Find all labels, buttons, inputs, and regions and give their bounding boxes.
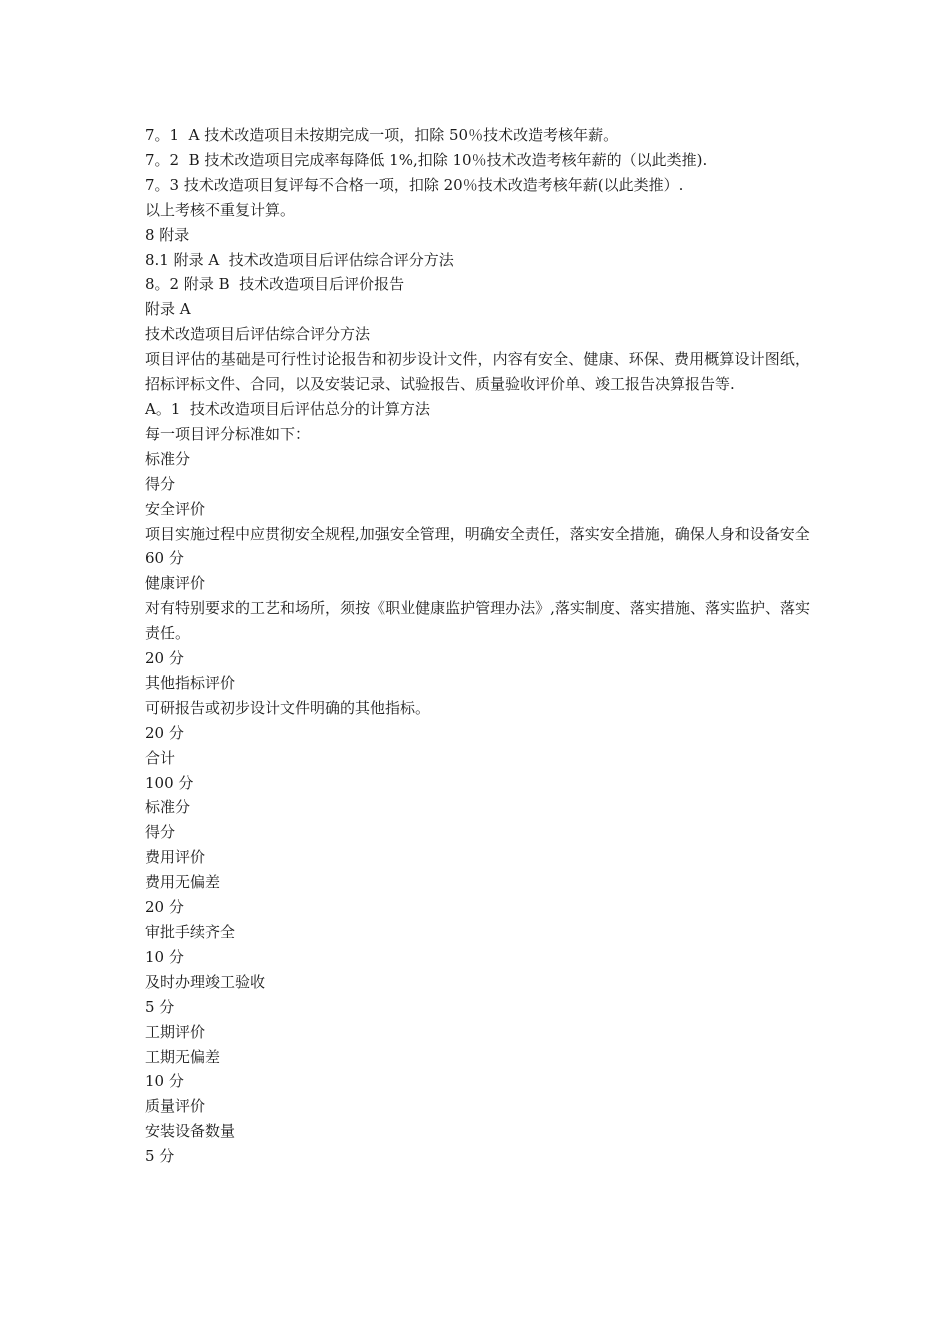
schedule-no-deviation-points: 10 分 [145, 1072, 184, 1091]
timely-acceptance-points: 5 分 [145, 997, 175, 1016]
row-health-points: 20 分 [145, 649, 184, 668]
equipment-quantity-points: 5 分 [145, 1147, 175, 1166]
equipment-quantity: 安装设备数量 [145, 1122, 236, 1141]
table1-col-score: 得分 [145, 474, 176, 493]
no-duplicate-note: 以上考核不重复计算。 [145, 200, 296, 219]
clause-7-3: 7。3 技术改造项目复评每不合格一项，扣除 20％技术改造考核年薪(以此类推）. [145, 175, 684, 194]
schedule-evaluation: 工期评价 [145, 1022, 206, 1041]
approval-complete: 审批手续齐全 [145, 923, 236, 941]
row-health-description: 对有特别要求的工艺和场所，须按《职业健康监护管理办法》,落实制度、落实措施、落实监护、落实责任。 [145, 599, 810, 643]
row-safety-description: 项目实施过程中应贯彻安全规程,加强安全管理，明确安全责任，落实安全措施，确保人身和设备安全 [145, 524, 810, 543]
row-other-points: 20 分 [145, 723, 184, 742]
section-8-heading: 8 附录 [145, 225, 190, 244]
table1-total-label: 合计 [145, 748, 176, 767]
quality-evaluation: 质量评价 [145, 1097, 206, 1116]
row-other-name: 其他指标评价 [145, 673, 236, 692]
table1-total-points: 100 分 [145, 773, 194, 792]
clause-7-1: 7。1 A 技术改造项目未按期完成一项，扣除 50％技术改造考核年薪。 [145, 126, 619, 144]
cost-evaluation: 费用评价 [145, 848, 206, 867]
cost-no-deviation-points: 20 分 [145, 898, 184, 917]
appendix-a-subtitle: 技术改造项目后评估综合评分方法 [145, 325, 371, 344]
section-a1-heading: A。1 技术改造项目后评估总分的计算方法 [145, 399, 430, 418]
approval-complete-points: 10 分 [145, 947, 184, 966]
row-other-description: 可研报告或初步设计文件明确的其他指标。 [145, 698, 431, 717]
cost-no-deviation: 费用无偏差 [145, 873, 221, 892]
timely-acceptance: 及时办理竣工验收 [145, 972, 266, 991]
row-safety-points: 60 分 [145, 549, 184, 568]
section-a1-subheading: 每一项目评分标准如下： [145, 424, 311, 443]
clause-7-2: 7。2 B 技术改造项目完成率每降低 1%,扣除 10％技术改造考核年薪的（以此类推). [145, 150, 708, 169]
appendix-a-title: 附录 A [145, 300, 191, 319]
table1-col-standard: 标准分 [145, 449, 191, 468]
intro-paragraph: 项目评估的基础是可行性讨论报告和初步设计文件，内容有安全、健康、环保、费用概算设计图纸，招标评标文件、合同，以及安装记录、试验报告、质量验收评价单、竣工报告决算报告等. [145, 350, 810, 394]
document-page [145, 123, 810, 1169]
table2-col-score: 得分 [145, 823, 176, 842]
row-health-name: 健康评价 [145, 574, 206, 593]
score-table-1 [145, 447, 810, 796]
row-safety-name: 安全评价 [145, 499, 206, 518]
appendix-b-ref: 8。2 附录 B 技术改造项目后评价报告 [145, 275, 405, 294]
score-table-2 [145, 795, 810, 1169]
appendix-a-ref: 8.1 附录 A 技术改造项目后评估综合评分方法 [145, 250, 454, 269]
schedule-no-deviation: 工期无偏差 [145, 1047, 221, 1066]
table2-col-standard: 标准分 [145, 798, 191, 817]
